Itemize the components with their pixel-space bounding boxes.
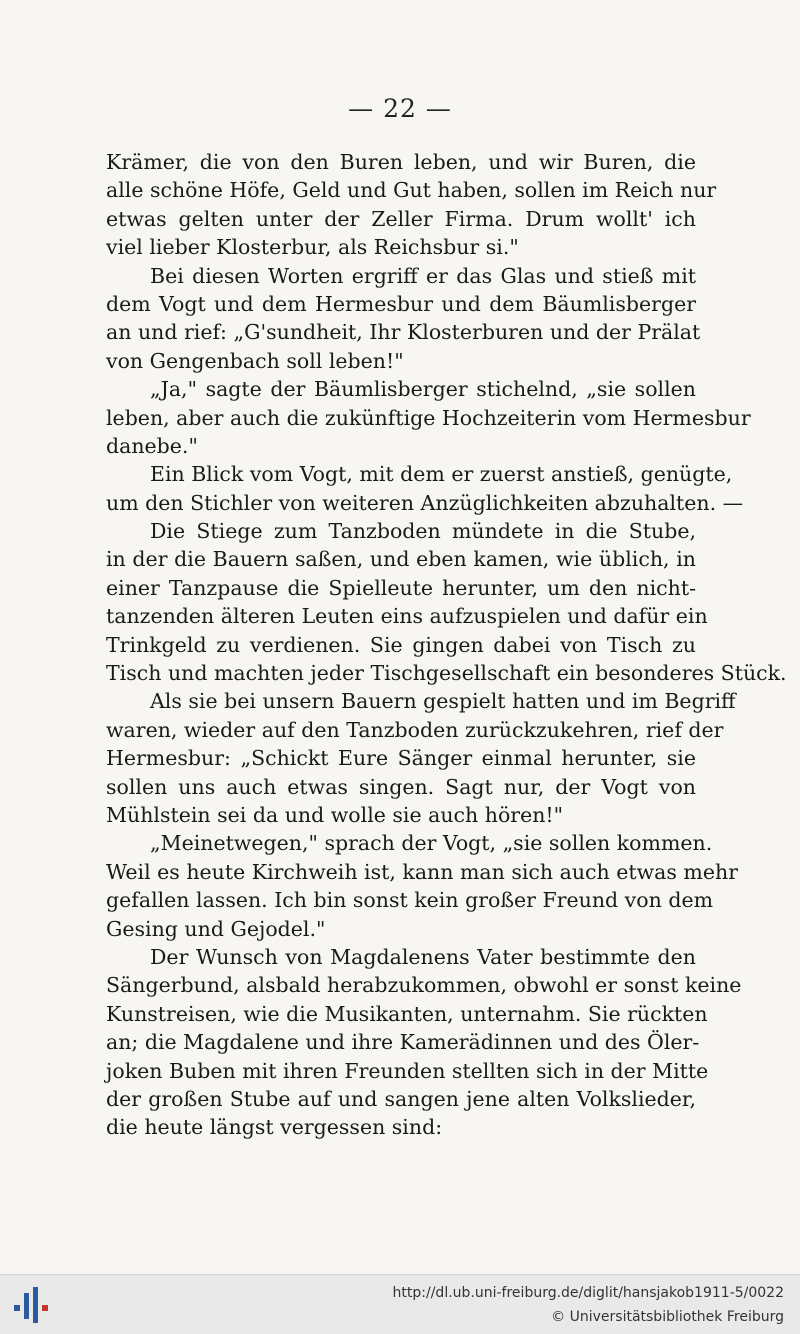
text-line: die heute längst vergessen sind:	[106, 1115, 443, 1140]
logo-mark	[42, 1305, 48, 1311]
text-line: in der die Bauern saßen, und eben kamen, wie üblich, in	[106, 547, 696, 572]
text-line: einer Tanzpause die Spielleute herunter, um den nicht-	[106, 575, 696, 600]
text-line: an; die Magdalene und ihre Kamerädinnen und des Öler-	[106, 1030, 700, 1055]
text-line: „Ja," sagte der Bäumlisberger stichelnd, „sie sollen	[150, 377, 696, 402]
text-line: Bei diesen Worten ergriff er das Glas und stieß mit	[150, 263, 696, 288]
text-line: von Gengenbach soll leben!"	[106, 348, 404, 373]
logo-mark	[24, 1293, 29, 1319]
text-line: gefallen lassen. Ich bin sonst kein großer Freund von dem	[106, 888, 714, 913]
text-line: dem Vogt und dem Hermesbur und dem Bäumlisberger	[106, 291, 696, 316]
text-line: danebe."	[106, 433, 198, 458]
text-line: Krämer, die von den Buren leben, und wir Buren, die	[106, 150, 696, 174]
text-line: Trinkgeld zu verdienen. Sie gingen dabei von Tisch zu	[106, 632, 696, 657]
logo-mark	[33, 1287, 38, 1323]
text-line: joken Buben mit ihren Freunden stellten sich in der Mitte	[106, 1058, 709, 1083]
text-line: Weil es heute Kirchweih ist, kann man sich auch etwas mehr	[106, 859, 739, 884]
text-line: Kunstreisen, wie die Musikanten, unternahm. Sie rückten	[106, 1001, 708, 1026]
text-line: etwas gelten unter der Zeller Firma. Drum wollt' ich	[106, 206, 696, 231]
ub-freiburg-logo-icon[interactable]	[14, 1287, 50, 1323]
text-line: Der Wunsch von Magdalenens Vater bestimmte den	[150, 944, 696, 969]
text-line: Gesing und Gejodel."	[106, 916, 326, 941]
text-line: Sängerbund, alsbald herabzukommen, obwohl er sonst keine	[106, 973, 742, 998]
footer-bar	[0, 1274, 800, 1334]
text-line: Die Stiege zum Tanzboden mündete in die Stube,	[150, 519, 696, 544]
text-line: leben, aber auch die zukünftige Hochzeiterin vom Hermesbur	[106, 405, 751, 430]
text-line: Hermesbur: „Schickt Eure Sänger einmal herunter, sie	[106, 746, 696, 771]
text-line: tanzenden älteren Leuten eins aufzuspielen und dafür ein	[106, 604, 708, 629]
page-number: — 22 —	[348, 94, 452, 123]
text-line: „Meinetwegen," sprach der Vogt, „sie sollen kommen.	[150, 831, 713, 856]
text-line: um den Stichler von weiteren Anzüglichkeiten abzuhalten. —	[106, 490, 744, 515]
text-line: an und rief: „G'sundheit, Ihr Klosterburen und der Prälat	[106, 320, 701, 345]
text-line: Mühlstein sei da und wolle sie auch hören!"	[106, 802, 564, 827]
text-line: Ein Blick vom Vogt, mit dem er zuerst anstieß, genügte,	[150, 462, 733, 487]
body-text	[106, 148, 787, 1142]
text-line: alle schöne Höfe, Geld und Gut haben, sollen im Reich nur	[106, 178, 717, 203]
text-line: der großen Stube auf und sangen jene alten Volkslieder,	[106, 1086, 696, 1111]
text-line: Als sie bei unsern Bauern gespielt hatten und im Begriff	[150, 689, 736, 714]
text-line: Tisch und machten jeder Tischgesellschaft ein besonderes Stück.	[106, 661, 787, 686]
logo-mark	[14, 1305, 20, 1311]
text-line: waren, wieder auf den Tanzboden zurückzukehren, rief der	[106, 717, 724, 742]
text-line: viel lieber Klosterbur, als Reichsbur si."	[106, 235, 519, 260]
copyright-notice: © Universitätsbibliothek Freiburg	[551, 1309, 784, 1325]
text-line: sollen uns auch etwas singen. Sagt nur, der Vogt von	[106, 774, 696, 799]
permalink-url[interactable]: http://dl.ub.uni-freiburg.de/diglit/hansjakob1911-5/0022	[392, 1285, 784, 1301]
